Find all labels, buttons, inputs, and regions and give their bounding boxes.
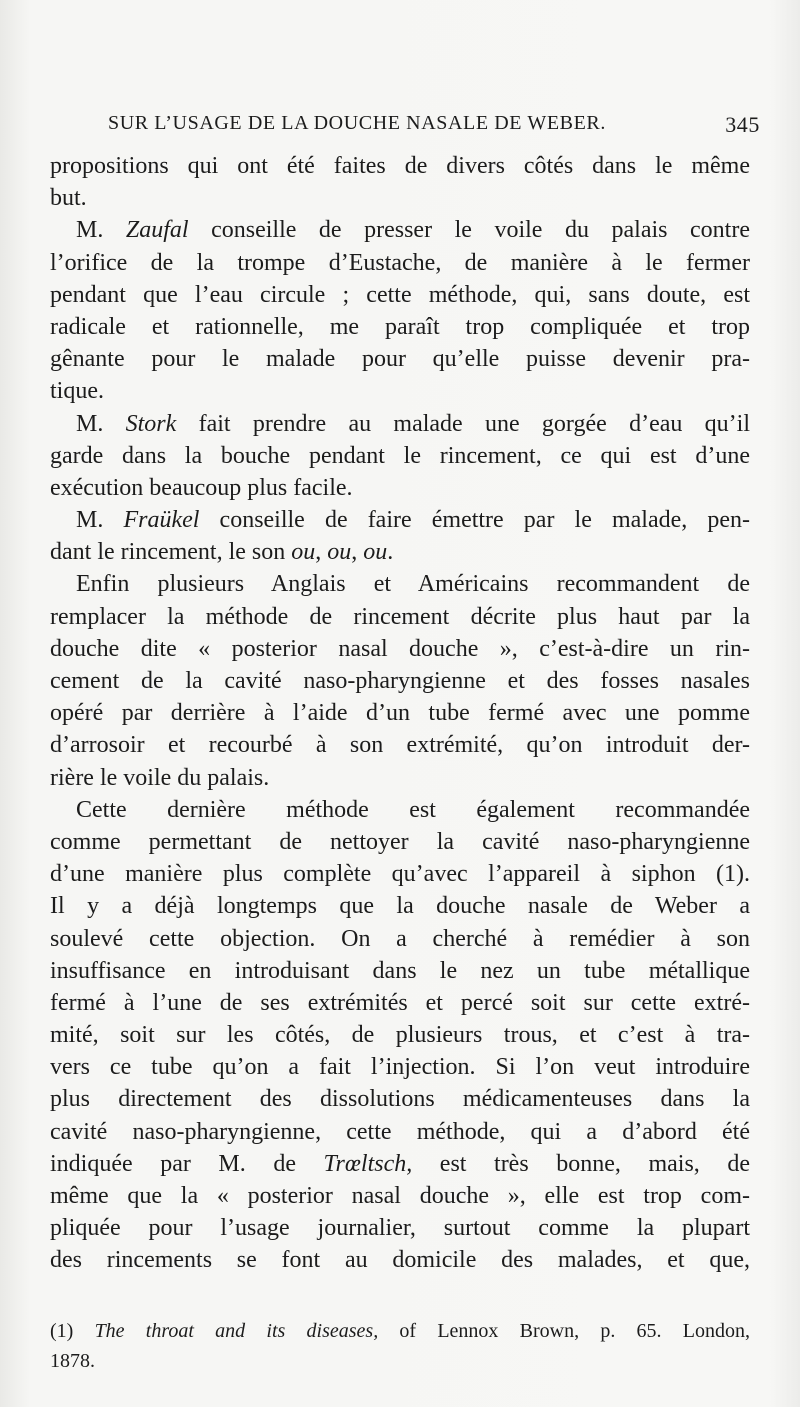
text-line: d’une manière plus complète qu’avec l’appareil à siphon (1). [50, 861, 750, 888]
text-line: remplacer la méthode de rincement décrite plus haut par la [50, 603, 750, 630]
author-name: Fraükel [123, 507, 200, 534]
text-line: M. Stork fait prendre au malade une gorgée d’eau qu’il [76, 410, 751, 437]
text-line: tique. [50, 378, 104, 405]
text-line: dant le rincement, le son ou, ou, ou. [50, 539, 394, 566]
text-line: M. Fraükel conseille de faire émettre par le malade, pen- [76, 507, 751, 534]
text-line: cement de la cavité naso-pharyngienne et des fosses nasales [50, 668, 750, 694]
text-line: garde dans la bouche pendant le rincement, ce qui est d’une [50, 442, 750, 469]
author-name: Stork [125, 410, 177, 437]
text-line: même que la « posterior nasal douche », elle est trop com- [50, 1183, 750, 1209]
text-line: plus directement des dissolutions médicamenteuses dans la [50, 1086, 750, 1113]
text-line: des rincements se font au domicile des malades, et que, [50, 1247, 750, 1274]
text-line: l’orifice de la trompe d’Eustache, de manière à le fermer [50, 249, 750, 276]
text-line: vers ce tube qu’on a fait l’injection. Si l’on veut introduire [50, 1054, 750, 1081]
text-line: exécution beaucoup plus facile. [50, 474, 353, 501]
text-line: Enfin plusieurs Anglais et Américains recommandent de [76, 571, 750, 598]
text-line: insuffisance en introduisant dans le nez un tube métallique [50, 957, 750, 984]
text-line: opéré par derrière à l’aide d’un tube fermé avec une pomme [50, 700, 750, 727]
page-number: 345 [725, 112, 760, 137]
footnote-line: (1) The throat and its diseases, of Lennox Brown, p. 65. London, [50, 1320, 750, 1342]
running-title: SUR L’USAGE DE LA DOUCHE NASALE DE WEBER. [108, 112, 606, 134]
footnote-book-title: The throat and its diseases, [94, 1320, 379, 1342]
text-line: gênante pour le malade pour qu’elle puisse devenir pra- [50, 346, 750, 373]
text-line: propositions qui ont été faites de divers côtés dans le même [50, 153, 750, 179]
text-line: d’arrosoir et recourbé à son extrémité, qu’on introduit der- [50, 732, 750, 759]
text-line: douche dite « posterior nasal douche », c’est-à-dire un rin- [50, 635, 750, 662]
text-line: but. [50, 185, 87, 212]
text-line: Il y a déjà longtemps que la douche nasale de Weber a [50, 893, 750, 920]
text-line: radicale et rationnelle, me paraît trop compliquée et trop [50, 313, 750, 340]
text-line: cavité naso-pharyngienne, cette méthode, qui a d’abord été [50, 1118, 750, 1145]
text-line: mité, soit sur les côtés, de plusieurs trous, et c’est à tra- [50, 1022, 750, 1049]
body-text [50, 150, 750, 1277]
author-name: Trœltsch, [323, 1150, 413, 1177]
text-line: Cette dernière méthode est également recommandée [76, 796, 750, 823]
text-line: soulevé cette objection. On a cherché à remédier à son [50, 925, 750, 952]
text-line: comme permettant de nettoyer la cavité naso-pharyngienne [50, 828, 750, 855]
text-line: pliquée pour l’usage journalier, surtout comme la plupart [50, 1215, 750, 1242]
text-line: pendant que l’eau circule ; cette méthode, qui, sans doute, est [50, 281, 750, 308]
footnote [50, 1316, 750, 1376]
text-line: fermé à l’une de ses extrémités et percé soit sur cette extré- [50, 989, 750, 1016]
text-line: indiquée par M. de Trœltsch, est très bonne, mais, de [50, 1150, 750, 1177]
author-name: Zaufal [125, 217, 189, 244]
running-header [108, 112, 760, 142]
text-line: M. Zaufal conseille de presser le voile du palais contre [76, 217, 750, 244]
footnote-line: 1878. [50, 1350, 95, 1372]
text-line: rière le voile du palais. [50, 764, 270, 791]
